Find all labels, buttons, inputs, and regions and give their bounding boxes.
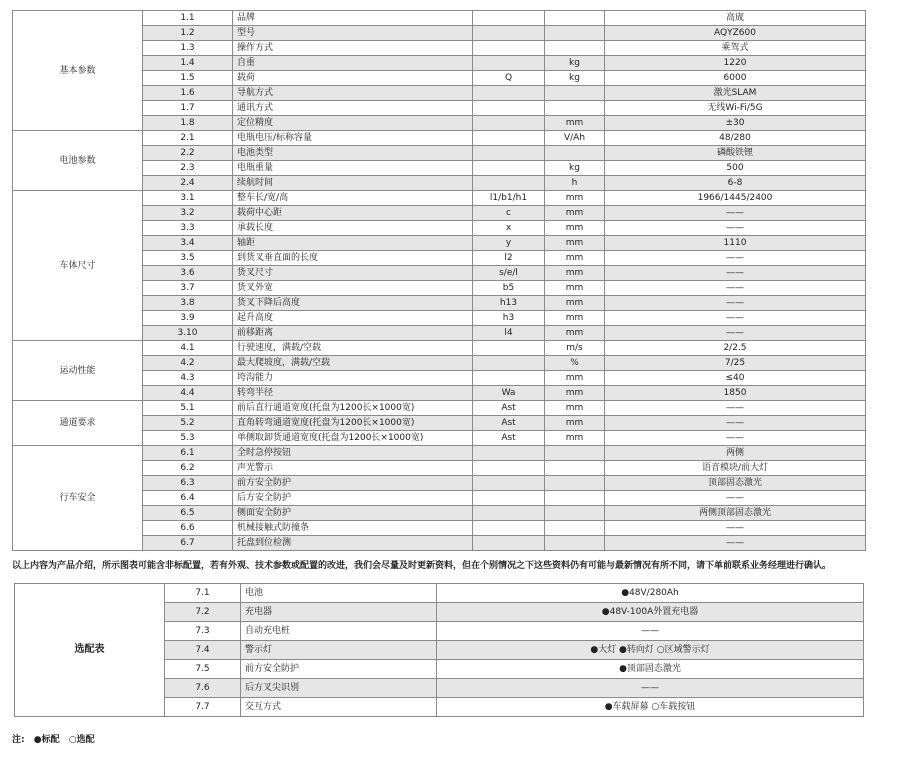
spec-number: 6.7 (143, 536, 233, 551)
spec-symbol: x (473, 221, 545, 236)
spec-value: AQYZ600 (605, 26, 866, 41)
spec-item: 到货叉垂直面的长度 (233, 251, 473, 266)
spec-item: 货叉外宽 (233, 281, 473, 296)
spec-number: 1.5 (143, 71, 233, 86)
spec-symbol: l1/b1/h1 (473, 191, 545, 206)
spec-value: 1850 (605, 386, 866, 401)
spec-unit: h (545, 176, 605, 191)
spec-category: 车体尺寸 (13, 191, 143, 341)
spec-item: 行驶速度，满载/空载 (233, 341, 473, 356)
spec-number: 3.7 (143, 281, 233, 296)
spec-symbol (473, 131, 545, 146)
spec-number: 1.3 (143, 41, 233, 56)
spec-value: —— (605, 266, 866, 281)
spec-unit: mm (545, 431, 605, 446)
spec-number: 3.10 (143, 326, 233, 341)
legend (12, 733, 101, 747)
option-value: —— (437, 622, 864, 641)
spec-number: 6.4 (143, 491, 233, 506)
options-category: 选配表 (15, 584, 165, 717)
spec-symbol: l2 (473, 251, 545, 266)
spec-number: 4.4 (143, 386, 233, 401)
spec-number: 1.6 (143, 86, 233, 101)
spec-value: 顶部固态激光 (605, 476, 866, 491)
spec-item: 后方安全防护 (233, 491, 473, 506)
spec-symbol (473, 26, 545, 41)
spec-number: 4.2 (143, 356, 233, 371)
spec-number: 6.1 (143, 446, 233, 461)
spec-item: 货叉尺寸 (233, 266, 473, 281)
spec-number: 1.1 (143, 11, 233, 26)
spec-item: 前方安全防护 (233, 476, 473, 491)
spec-symbol: Ast (473, 431, 545, 446)
spec-number: 1.4 (143, 56, 233, 71)
spec-category: 运动性能 (13, 341, 143, 401)
spec-value: 乘驾式 (605, 41, 866, 56)
spec-item: 垮沟能力 (233, 371, 473, 386)
spec-number: 6.6 (143, 521, 233, 536)
spec-value: 语音模块/前大灯 (605, 461, 866, 476)
option-number: 7.3 (165, 622, 241, 641)
option-number: 7.5 (165, 660, 241, 679)
spec-unit: mm (545, 281, 605, 296)
spec-value: —— (605, 431, 866, 446)
option-item: 电池 (241, 584, 437, 603)
option-value: —— (437, 679, 864, 698)
spec-value: 500 (605, 161, 866, 176)
spec-symbol (473, 176, 545, 191)
spec-value: 1110 (605, 236, 866, 251)
spec-unit: V/Ah (545, 131, 605, 146)
spec-symbol (473, 341, 545, 356)
spec-item: 全时急停按钮 (233, 446, 473, 461)
option-value: ●48V-100A外置充电器 (437, 603, 864, 622)
spec-symbol: h13 (473, 296, 545, 311)
spec-item: 载荷 (233, 71, 473, 86)
spec-value: —— (605, 401, 866, 416)
spec-symbol (473, 536, 545, 551)
spec-number: 5.2 (143, 416, 233, 431)
option-value: ●48V/280Ah (437, 584, 864, 603)
spec-value: 两侧顶部固态激光 (605, 506, 866, 521)
spec-value: —— (605, 221, 866, 236)
spec-unit: m/s (545, 341, 605, 356)
spec-item: 自重 (233, 56, 473, 71)
spec-unit: mm (545, 401, 605, 416)
spec-value: 磷酸铁锂 (605, 146, 866, 161)
spec-value: —— (605, 326, 866, 341)
option-item: 充电器 (241, 603, 437, 622)
spec-item: 载荷中心距 (233, 206, 473, 221)
spec-unit (545, 521, 605, 536)
spec-symbol (473, 101, 545, 116)
spec-unit (545, 461, 605, 476)
spec-unit: mm (545, 236, 605, 251)
spec-number: 2.3 (143, 161, 233, 176)
spec-symbol: Ast (473, 401, 545, 416)
spec-row (13, 341, 866, 356)
spec-symbol (473, 506, 545, 521)
spec-item: 电瓶电压/标称容量 (233, 131, 473, 146)
spec-symbol (473, 371, 545, 386)
spec-unit: mm (545, 251, 605, 266)
option-number: 7.4 (165, 641, 241, 660)
spec-item: 导航方式 (233, 86, 473, 101)
spec-unit: mm (545, 116, 605, 131)
spec-item: 操作方式 (233, 41, 473, 56)
spec-number: 4.1 (143, 341, 233, 356)
spec-item: 续航时间 (233, 176, 473, 191)
option-row (15, 584, 864, 603)
spec-symbol: b5 (473, 281, 545, 296)
spec-unit (545, 476, 605, 491)
spec-value: —— (605, 251, 866, 266)
option-item: 警示灯 (241, 641, 437, 660)
spec-unit (545, 491, 605, 506)
spec-item: 侧面安全防护 (233, 506, 473, 521)
spec-symbol: c (473, 206, 545, 221)
spec-symbol (473, 86, 545, 101)
spec-unit: mm (545, 221, 605, 236)
spec-value: 无线Wi-Fi/5G (605, 101, 866, 116)
spec-value: —— (605, 491, 866, 506)
spec-number: 3.5 (143, 251, 233, 266)
spec-number: 3.1 (143, 191, 233, 206)
spec-unit (545, 11, 605, 26)
spec-symbol (473, 116, 545, 131)
option-number: 7.2 (165, 603, 241, 622)
spec-number: 6.2 (143, 461, 233, 476)
spec-value: —— (605, 206, 866, 221)
spec-item: 轴距 (233, 236, 473, 251)
spec-row (13, 11, 866, 26)
spec-symbol: Ast (473, 416, 545, 431)
spec-symbol (473, 161, 545, 176)
spec-symbol: y (473, 236, 545, 251)
spec-number: 2.1 (143, 131, 233, 146)
spec-number: 3.6 (143, 266, 233, 281)
legend-prefix: 注: (12, 735, 25, 745)
option-number: 7.6 (165, 679, 241, 698)
spec-unit: mm (545, 311, 605, 326)
spec-unit: mm (545, 416, 605, 431)
spec-symbol: h3 (473, 311, 545, 326)
spec-number: 4.3 (143, 371, 233, 386)
spec-item: 电瓶重量 (233, 161, 473, 176)
spec-value: —— (605, 416, 866, 431)
spec-unit: kg (545, 56, 605, 71)
spec-unit (545, 86, 605, 101)
spec-unit: % (545, 356, 605, 371)
spec-item: 电池类型 (233, 146, 473, 161)
spec-item: 承载长度 (233, 221, 473, 236)
spec-row (13, 131, 866, 146)
spec-unit: mm (545, 206, 605, 221)
spec-number: 5.3 (143, 431, 233, 446)
spec-unit: kg (545, 71, 605, 86)
spec-symbol (473, 476, 545, 491)
spec-number: 2.4 (143, 176, 233, 191)
spec-row (13, 401, 866, 416)
spec-item: 转弯半径 (233, 386, 473, 401)
spec-unit (545, 146, 605, 161)
option-item: 后方叉尖识别 (241, 679, 437, 698)
spec-unit: mm (545, 191, 605, 206)
spec-value: ≤40 (605, 371, 866, 386)
spec-item: 货叉下降后高度 (233, 296, 473, 311)
spec-symbol: Wa (473, 386, 545, 401)
spec-number: 6.5 (143, 506, 233, 521)
spec-number: 1.8 (143, 116, 233, 131)
spec-value: 激光SLAM (605, 86, 866, 101)
disclaimer-notice: 以上内容为产品介绍，所示图表可能含非标配置，若有外观、技术参数或配置的改进，我们会尽量及时更新资料，但在个别情况之下这些资料仍有可能与最新情况有所不同，请下单前联系业务经理进行确认。 (12, 561, 832, 571)
spec-number: 3.2 (143, 206, 233, 221)
spec-value: 高宬 (605, 11, 866, 26)
spec-item: 声光警示 (233, 461, 473, 476)
spec-item: 最大爬坡度，满载/空载 (233, 356, 473, 371)
spec-number: 6.3 (143, 476, 233, 491)
spec-item: 整车长/宽/高 (233, 191, 473, 206)
spec-value: —— (605, 536, 866, 551)
spec-value: 1220 (605, 56, 866, 71)
spec-unit: mm (545, 371, 605, 386)
spec-unit: mm (545, 326, 605, 341)
option-item: 交互方式 (241, 698, 437, 717)
option-value: ●大灯 ●转向灯 ○区域警示灯 (437, 641, 864, 660)
spec-value: 6000 (605, 71, 866, 86)
spec-row (13, 191, 866, 206)
spec-item: 型号 (233, 26, 473, 41)
spec-unit (545, 446, 605, 461)
spec-category: 通道要求 (13, 401, 143, 446)
option-item: 前方安全防护 (241, 660, 437, 679)
option-value: ●顶部固态激光 (437, 660, 864, 679)
spec-symbol (473, 356, 545, 371)
spec-value: 两侧 (605, 446, 866, 461)
spec-unit (545, 101, 605, 116)
spec-item: 品牌 (233, 11, 473, 26)
spec-symbol: l4 (473, 326, 545, 341)
spec-symbol (473, 41, 545, 56)
spec-symbol: s/e/l (473, 266, 545, 281)
spec-symbol: Q (473, 71, 545, 86)
spec-table (12, 10, 866, 551)
spec-value: ±30 (605, 116, 866, 131)
spec-symbol (473, 11, 545, 26)
spec-unit (545, 26, 605, 41)
spec-unit (545, 41, 605, 56)
spec-number: 3.8 (143, 296, 233, 311)
spec-number: 1.7 (143, 101, 233, 116)
option-number: 7.1 (165, 584, 241, 603)
spec-symbol (473, 521, 545, 536)
spec-unit: kg (545, 161, 605, 176)
spec-value: 6-8 (605, 176, 866, 191)
spec-item: 托盘到位检测 (233, 536, 473, 551)
spec-number: 5.1 (143, 401, 233, 416)
spec-number: 3.3 (143, 221, 233, 236)
spec-category: 基本参数 (13, 11, 143, 131)
spec-unit: mm (545, 386, 605, 401)
spec-symbol (473, 446, 545, 461)
spec-number: 1.2 (143, 26, 233, 41)
spec-item: 起升高度 (233, 311, 473, 326)
spec-unit (545, 536, 605, 551)
spec-item: 单侧取卸货通道宽度(托盘为1200长×1000宽) (233, 431, 473, 446)
spec-value: —— (605, 281, 866, 296)
option-value: ●车载屏幕 ○车载按钮 (437, 698, 864, 717)
spec-value: 7/25 (605, 356, 866, 371)
spec-symbol (473, 56, 545, 71)
option-item: 自动充电桩 (241, 622, 437, 641)
spec-symbol (473, 146, 545, 161)
spec-value: 48/280 (605, 131, 866, 146)
spec-item: 定位精度 (233, 116, 473, 131)
spec-symbol (473, 491, 545, 506)
legend-optional: ○选配 (68, 735, 95, 745)
option-number: 7.7 (165, 698, 241, 717)
options-table (14, 583, 864, 717)
spec-item: 机械接触式防撞条 (233, 521, 473, 536)
spec-item: 前移距离 (233, 326, 473, 341)
legend-standard: ●标配 (33, 735, 60, 745)
spec-symbol (473, 461, 545, 476)
spec-number: 2.2 (143, 146, 233, 161)
spec-row (13, 446, 866, 461)
spec-value: 1966/1445/2400 (605, 191, 866, 206)
spec-value: —— (605, 311, 866, 326)
spec-value: —— (605, 296, 866, 311)
spec-number: 3.9 (143, 311, 233, 326)
spec-value: —— (605, 521, 866, 536)
spec-category: 行车安全 (13, 446, 143, 551)
spec-item: 直角转弯通道宽度(托盘为1200长×1000宽) (233, 416, 473, 431)
spec-item: 通讯方式 (233, 101, 473, 116)
spec-item: 前后直行通道宽度(托盘为1200长×1000宽) (233, 401, 473, 416)
spec-unit: mm (545, 296, 605, 311)
spec-value: 2/2.5 (605, 341, 866, 356)
spec-unit (545, 506, 605, 521)
spec-number: 3.4 (143, 236, 233, 251)
spec-unit: mm (545, 266, 605, 281)
spec-category: 电池参数 (13, 131, 143, 191)
